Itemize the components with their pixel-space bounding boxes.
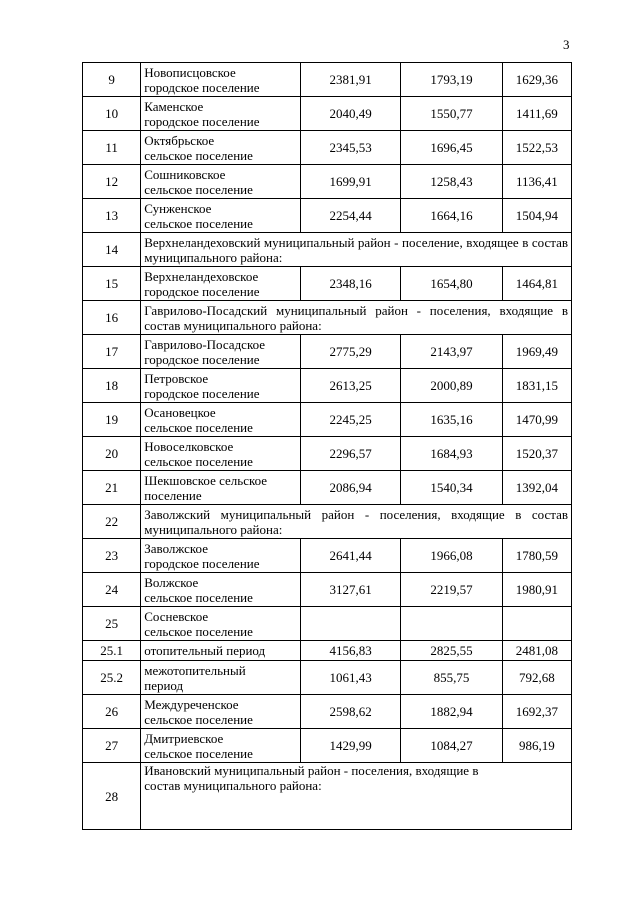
table-row [83,63,572,97]
settlement-name: Шекшовское сельское поселение [141,471,301,505]
row-number: 17 [83,335,141,369]
settlement-name: Осановецкое сельское поселение [141,403,301,437]
row-number: 25.2 [83,661,141,695]
value-cell: 2086,94 [300,471,400,505]
row-number: 21 [83,471,141,505]
settlement-name: Петровское городское поселение [141,369,301,403]
settlement-name: Сосневское сельское поселение [141,607,301,641]
value-cell: 855,75 [401,661,502,695]
row-number: 13 [83,199,141,233]
value-cell: 1635,16 [401,403,502,437]
settlement-name: Сошниковское сельское поселение [141,165,301,199]
value-cell: 1966,08 [401,539,502,573]
value-cell: 1429,99 [300,729,400,763]
value-cell: 2040,49 [300,97,400,131]
row-number: 25.1 [83,641,141,661]
row-number: 28 [83,763,141,830]
settlement-name: Верхнеландеховское городское поселение [141,267,301,301]
section-row [83,233,572,267]
value-cell: 1969,49 [502,335,571,369]
value-cell: 1258,43 [401,165,502,199]
settlement-name: Междуреченское сельское поселение [141,695,301,729]
settlement-name: Дмитриевское сельское поселение [141,729,301,763]
table-row [83,607,572,641]
row-number: 20 [83,437,141,471]
value-cell: 2481,08 [502,641,571,661]
table-row [83,437,572,471]
value-cell: 1696,45 [401,131,502,165]
table-row [83,267,572,301]
value-cell: 2254,44 [300,199,400,233]
row-number: 18 [83,369,141,403]
period-name: отопительный период [141,641,301,661]
value-cell: 1084,27 [401,729,502,763]
settlement-name: Новописцовское городское поселение [141,63,301,97]
row-number: 14 [83,233,141,267]
table-row [83,695,572,729]
row-number: 15 [83,267,141,301]
table-row [83,641,572,661]
section-row [83,763,572,830]
value-cell [401,607,502,641]
settlement-name: Волжское сельское поселение [141,573,301,607]
value-cell: 2775,29 [300,335,400,369]
value-cell: 1136,41 [502,165,571,199]
value-cell: 1793,19 [401,63,502,97]
table-row [83,97,572,131]
value-cell: 1882,94 [401,695,502,729]
value-cell: 1629,36 [502,63,571,97]
value-cell: 2345,53 [300,131,400,165]
settlement-name: Октябрьское сельское поселение [141,131,301,165]
value-cell: 2825,55 [401,641,502,661]
value-cell: 2219,57 [401,573,502,607]
value-cell: 2245,25 [300,403,400,437]
value-cell: 2348,16 [300,267,400,301]
value-cell: 792,68 [502,661,571,695]
row-number: 25 [83,607,141,641]
value-cell: 1392,04 [502,471,571,505]
value-cell: 1520,37 [502,437,571,471]
district-heading: Ивановский муниципальный район - поселения, входящие в состав муниципального района: [141,763,572,830]
value-cell: 1550,77 [401,97,502,131]
row-number: 16 [83,301,141,335]
row-number: 26 [83,695,141,729]
value-cell: 3127,61 [300,573,400,607]
settlement-name: Новоселковское сельское поселение [141,437,301,471]
district-heading: Гаврилово-Посадский муниципальный район - поселения, входящие в состав муниципального района: [141,301,572,335]
value-cell: 2381,91 [300,63,400,97]
table-row [83,539,572,573]
settlement-name: Заволжское городское поселение [141,539,301,573]
value-cell: 1664,16 [401,199,502,233]
table-row [83,729,572,763]
value-cell: 1470,99 [502,403,571,437]
settlement-name: Сунженское сельское поселение [141,199,301,233]
settlement-name: Гаврилово-Посадское городское поселение [141,335,301,369]
row-number: 12 [83,165,141,199]
table-row [83,335,572,369]
row-number: 23 [83,539,141,573]
value-cell: 1684,93 [401,437,502,471]
page-number: 3 [563,37,570,52]
table-row [83,369,572,403]
row-number: 27 [83,729,141,763]
row-number: 9 [83,63,141,97]
row-number: 24 [83,573,141,607]
settlement-name: Каменское городское поселение [141,97,301,131]
value-cell: 2641,44 [300,539,400,573]
value-cell: 2296,57 [300,437,400,471]
value-cell: 1504,94 [502,199,571,233]
value-cell: 2143,97 [401,335,502,369]
value-cell: 1654,80 [401,267,502,301]
section-row [83,505,572,539]
value-cell: 1540,34 [401,471,502,505]
value-cell: 1831,15 [502,369,571,403]
value-cell: 1780,59 [502,539,571,573]
row-number: 22 [83,505,141,539]
value-cell [300,607,400,641]
value-cell: 1692,37 [502,695,571,729]
value-cell: 2613,25 [300,369,400,403]
row-number: 11 [83,131,141,165]
value-cell: 1411,69 [502,97,571,131]
value-cell [502,607,571,641]
value-cell: 2598,62 [300,695,400,729]
value-cell: 986,19 [502,729,571,763]
value-cell: 1061,43 [300,661,400,695]
table-row [83,165,572,199]
table-row [83,661,572,695]
table-row [83,573,572,607]
period-name: межотопительный период [141,661,301,695]
value-cell: 2000,89 [401,369,502,403]
tariff-table [82,62,572,830]
value-cell: 1522,53 [502,131,571,165]
district-heading: Заволжский муниципальный район - поселения, входящие в состав муниципального района: [141,505,572,539]
row-number: 10 [83,97,141,131]
value-cell: 4156,83 [300,641,400,661]
table-row [83,471,572,505]
district-heading: Верхнеландеховский муниципальный район - поселение, входящее в состав муниципального района: [141,233,572,267]
table-row [83,403,572,437]
section-row [83,301,572,335]
table-row [83,199,572,233]
row-number: 19 [83,403,141,437]
value-cell: 1464,81 [502,267,571,301]
table-row [83,131,572,165]
value-cell: 1699,91 [300,165,400,199]
value-cell: 1980,91 [502,573,571,607]
